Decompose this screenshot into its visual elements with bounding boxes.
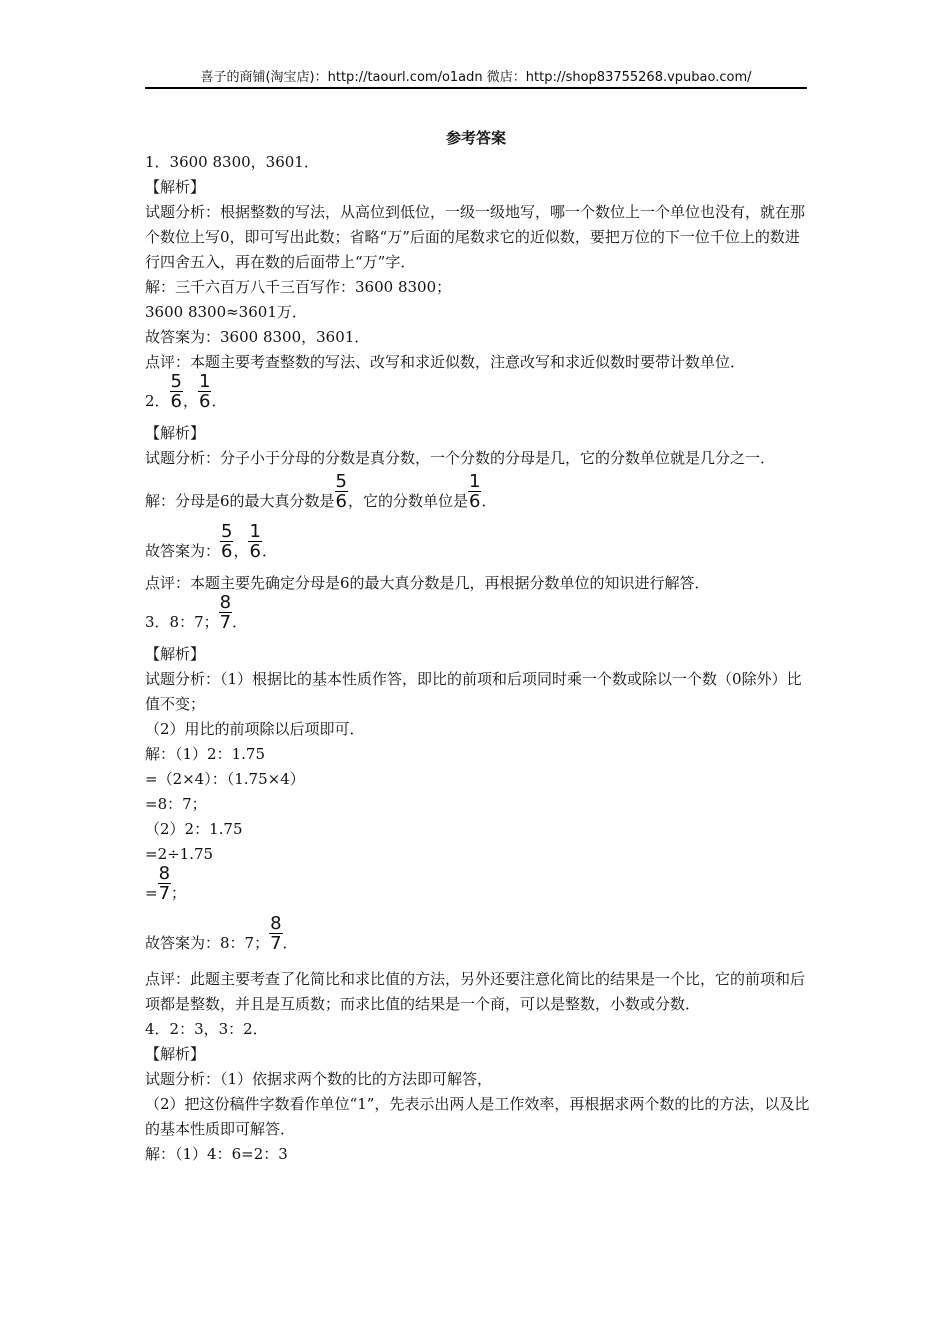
q3-final-answer: 故答案为：8：7； $\frac{8}{7}$ ． (145, 912, 298, 954)
q3-step: =8：7； (145, 795, 207, 813)
q3-step: （2）2：1.75 (145, 820, 243, 838)
header-divider (145, 87, 807, 89)
fraction-5-6: $\frac{5}{6}$ (221, 520, 233, 562)
q1-solution-1: 解：三千六百万八千三百写作：3600 8300； (145, 278, 452, 296)
q2-answer: 2． $\frac{5}{6}$ ， $\frac{1}{6}$ ． (145, 370, 227, 412)
q2-prefix: 2． (145, 392, 170, 410)
answer-content (145, 150, 810, 1167)
q2-analysis-label: 【解析】 (145, 424, 206, 442)
fraction-1-6: $\frac{1}{6}$ (199, 370, 211, 412)
q1-analysis-label: 【解析】 (145, 178, 206, 196)
q2-final-answer: 故答案为： $\frac{5}{6}$ ， $\frac{1}{6}$ ． (145, 520, 277, 562)
q1-comment: 点评：本题主要考查整数的写法、改写和求近似数，注意改写和求近似数时要带计数单位． (145, 353, 746, 371)
q1-final-answer: 故答案为：3600 8300，3601． (145, 328, 370, 346)
q4-analysis-1: 试题分析：（1）依据求两个数的比的方法即可解答， (145, 1070, 493, 1088)
page-title: 参考答案 (445, 129, 506, 147)
fraction-5-6: $\frac{5}{6}$ (170, 370, 182, 412)
q3-answer: 3．8：7； $\frac{8}{7}$ ． (145, 591, 248, 633)
fraction-5-6: $\frac{5}{6}$ (335, 470, 347, 512)
fraction-8-7: $\frac{8}{7}$ (158, 862, 171, 904)
page-header: 喜子的商铺(淘宝店)：http://taourl.com/o1adn 微店：http://shop83755268.vpubao.com/ (200, 70, 752, 85)
q2-comment: 点评：本题主要先确定分母是6的最大真分数是几，再根据分数单位的知识进行解答． (145, 574, 710, 592)
q1-analysis: 试题分析：根据整数的写法，从高位到低位，一级一级地写，哪一个数位上一个单位也没有，就在那个数位上写0，即可写出此数；省略“万”后面的尾数求它的近似数，要把万位的下一位千位上的数进行四舍五入，再在数的后面带上“万”字． (145, 203, 806, 271)
q3-step-fraction: = $\frac{8}{7}$ ； (145, 862, 187, 904)
q3-step: =2÷1.75 (145, 845, 214, 863)
fraction-1-6: $\frac{1}{6}$ (469, 470, 481, 512)
q4-answer: 4．2：3，3：2． (145, 1020, 268, 1038)
q4-solution-1: 解：（1）4：6=2：3 (145, 1145, 288, 1163)
q2-analysis: 试题分析：分子小于分母的分数是真分数，一个分数的分母是几，它的分数单位就是几分之一． (145, 449, 776, 467)
q3-analysis-2: （2）用比的前项除以后项即可． (145, 720, 365, 738)
q3-step: 解：（1）2：1.75 (145, 745, 265, 763)
q4-analysis-2: （2）把这份稿件字数看作单位“1”，先表示出两人是工作效率，再根据求两个数的比的方法，以及比的基本性质即可解答． (145, 1095, 810, 1138)
q4-analysis-label: 【解析】 (145, 1045, 206, 1063)
q1-solution-2: 3600 8300≈3601万． (145, 303, 307, 321)
fraction-1-6: $\frac{1}{6}$ (249, 520, 261, 562)
q3-comment: 点评：此题主要考查了化简比和求比值的方法，另外还要注意化简比的结果是一个比，它的前项和后项都是整数，并且是互质数；而求比值的结果是一个商，可以是整数，小数或分数． (145, 970, 806, 1013)
q3-analysis-1: 试题分析：（1）根据比的基本性质作答，即比的前项和后项同时乘一个数或除以一个数（0除外）比值不变； (145, 670, 802, 713)
q1-answer: 1．3600 8300，3601． (145, 153, 319, 171)
q3-step: =（2×4）：（1.75×4） (145, 770, 305, 788)
fraction-8-7: $\frac{8}{7}$ (270, 912, 282, 954)
q2-solution: 解：分母是6的最大真分数是 $\frac{5}{6}$ ，它的分数单位是 $\frac{1}{6}$ ． (145, 470, 497, 512)
fraction-8-7: $\frac{8}{7}$ (219, 591, 232, 633)
q3-analysis-label: 【解析】 (145, 645, 206, 663)
